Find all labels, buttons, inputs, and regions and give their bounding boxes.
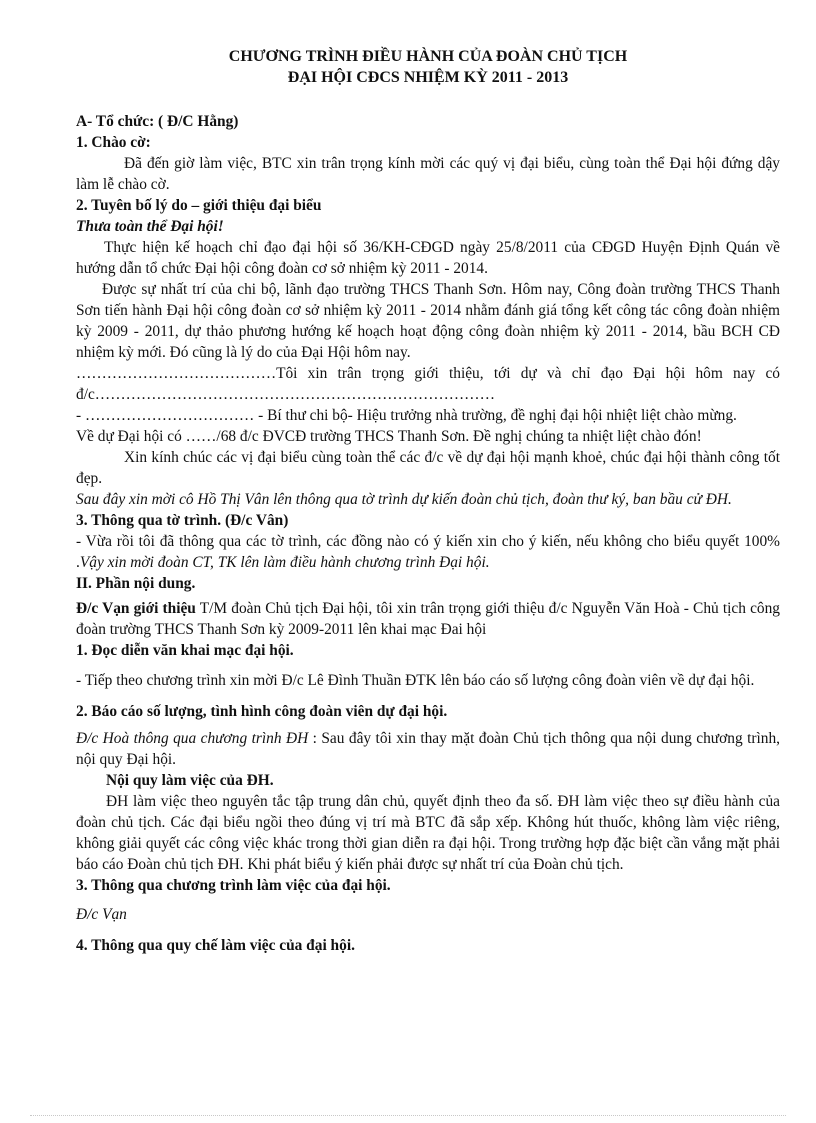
paragraph-party-secretary: - …………………………… - Bí thư chi bộ- Hiệu trưởng nhà trường, đề nghị đại hội nhiệt liệt chào mừng. — [76, 407, 737, 424]
section-ii-heading: II. Phần nội dung. — [76, 575, 196, 592]
section-ii3-person: Đ/c Vạn — [76, 906, 127, 923]
section-ii-intro — [76, 598, 780, 640]
section-ii2-heading: 2. Báo cáo số lượng, tình hình công đoàn viên dự đại hội. — [76, 703, 448, 720]
section-ii1-heading: 1. Đọc diễn văn khai mạc đại hội. — [76, 642, 294, 659]
program-text: : Sau đây tôi xin thay mặt đoàn Chủ tịch thông qua nội dung chương trình, nội quy Đại hội. — [76, 730, 780, 768]
page-bottom-divider — [30, 1115, 786, 1116]
section-ii3-heading: 3. Thông qua chương trình làm việc của đại hội. — [76, 877, 391, 894]
vote-text-italic: Vậy xin mời đoàn CT, TK lên làm điều hành chương trình Đại hội. — [79, 554, 490, 571]
section-a2-heading: 2. Tuyên bố lý do – giới thiệu đại biểu — [76, 197, 322, 214]
section-ii1-text: - Tiếp theo chương trình xin mời Đ/c Lê Đình Thuần ĐTK lên báo cáo số lượng công đoàn viên về dự đại hội. — [76, 672, 755, 689]
section-a1-text: Đã đến giờ làm việc, BTC xin trân trọng kính mời các quý vị đại biểu, cùng toàn thể Đại hội đứng dậy làm lễ chào cờ. — [76, 155, 780, 193]
document-title-line2: ĐẠI HỘI CĐCS NHIỆM KỲ 2011 - 2013 — [287, 69, 569, 86]
section-a3-text — [76, 531, 780, 573]
paragraph-plan: Thực hiện kế hoạch chỉ đạo đại hội số 36/KH-CĐGD ngày 25/8/2011 của CĐGD Huyện Định Quán về hướng dẫn tổ chức Đại hội công đoàn cơ sở nhiệm kỳ 2011 - 2014. — [76, 239, 780, 277]
intro-speaker: Đ/c Vạn giới thiệu — [76, 600, 196, 617]
document-title-line1: CHƯƠNG TRÌNH ĐIỀU HÀNH CỦA ĐOÀN CHỦ TỊCH — [228, 48, 628, 65]
section-ii2-text — [76, 728, 780, 770]
program-speaker: Đ/c Hoà thông qua chương trình ĐH — [76, 730, 309, 747]
section-a1-heading: 1. Chào cờ: — [76, 134, 151, 151]
section-a-heading: A- Tổ chức: ( Đ/C Hằng) — [76, 113, 239, 130]
paragraph-attendance: Về dự Đại hội có ……/68 đ/c ĐVCĐ trường THCS Thanh Sơn. Đề nghị chúng ta nhiệt liệt chào đón! — [76, 428, 702, 445]
paragraph-invite-van: Sau đây xin mời cô Hồ Thị Vân lên thông qua tờ trình dự kiến đoàn chủ tịch, đoàn thư ký, ban bầu cử ĐH. — [76, 491, 732, 508]
rules-text: ĐH làm việc theo nguyên tắc tập trung dân chủ, quyết định theo đa số. ĐH làm việc theo sự điều hành của đoàn chủ tịch. Các đại biểu ngồi theo đúng vị trí mà BTC đã sắp xếp. Không hút thuốc, không làm việc riêng, không giải quyết các công việc khác trong thời gian diễn ra đại hội. Trong trường hợp đặc biệt cần vắng mặt phải báo cáo Đoàn chủ tịch ĐH. Khi phát biểu ý kiến phải được sự nhất trí của Đoàn chủ tịch. — [76, 793, 780, 873]
vote-text: - Vừa rồi tôi đã thông qua các tờ trình, các đồng nào có ý kiến xin cho ý kiến, nếu không cho biểu quyết 100% . — [76, 533, 780, 571]
intro-text: T/M đoàn Chủ tịch Đại hội, tôi xin trân trọng giới thiệu đ/c Nguyễn Văn Hoà - Chủ tịch công đoàn trường THCS Thanh Sơn kỳ 2009-2011 lên khai mạc Đai hội — [76, 600, 780, 638]
section-a3-heading: 3. Thông qua tờ trình. (Đ/c Vân) — [76, 512, 289, 529]
section-ii4-heading: 4. Thông qua quy chế làm việc của đại hội. — [76, 937, 355, 954]
paragraph-reason: Được sự nhất trí của chi bộ, lãnh đạo trường THCS Thanh Sơn. Hôm nay, Công đoàn trường THCS Thanh Sơn tiến hành Đại hội công đoàn cơ sở nhiệm kỳ 2011 - 2014 nhằm đánh giá tổng kết công tác công đoàn nhiệm kỳ 2009 - 2011, dự thảo phương hướng kế hoạch hoạt động công đoàn nhiệm kỳ 2011 - 2014, bầu BCH CĐ nhiệm kỳ mới. Đó cũng là lý do của Đại Hội hôm nay. — [76, 281, 780, 361]
paragraph-wishes: Xin kính chúc các vị đại biểu cùng toàn thể các đ/c về dự đại hội mạnh khoẻ, chúc đại hội thành công tốt đẹp. — [76, 449, 780, 487]
document-page — [76, 46, 780, 956]
greeting: Thưa toàn thể Đại hội! — [76, 218, 224, 235]
rules-heading: Nội quy làm việc của ĐH. — [106, 772, 274, 789]
paragraph-guest-intro: …………………………………Tôi xin trân trọng giới thiệu, tới dự và chỉ đạo Đại hội hôm nay có đ/c…………………………………………………………………… — [76, 365, 780, 403]
